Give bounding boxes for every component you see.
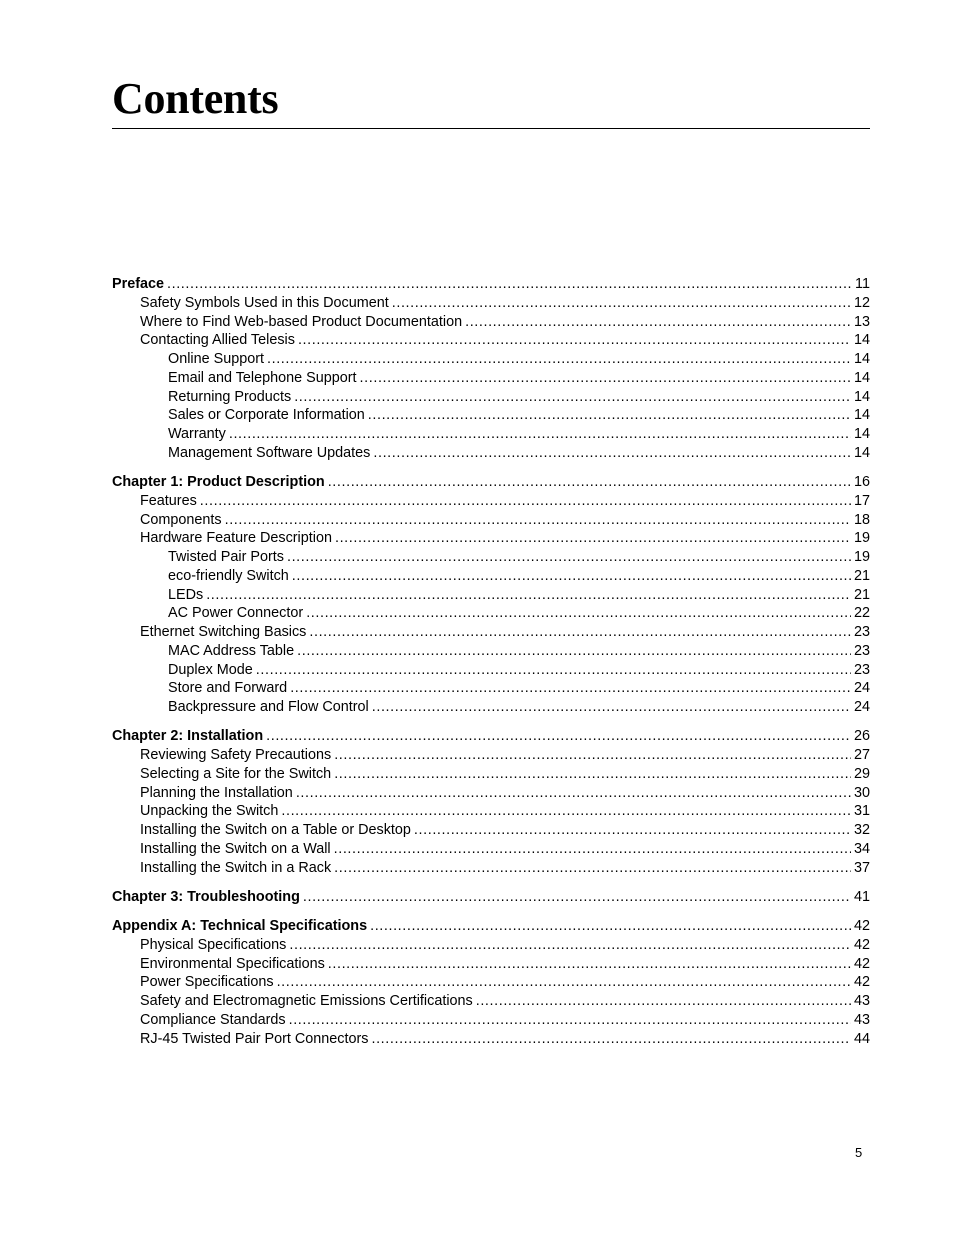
toc-entry-title: Features [140, 492, 197, 509]
dot-leader [360, 369, 851, 388]
toc-entry-title: Unpacking the Switch [140, 803, 279, 820]
toc-entry[interactable] [112, 586, 870, 605]
toc-page-number: 27 [853, 747, 870, 763]
toc-entry-title: Physical Specifications [140, 936, 287, 953]
dot-leader [289, 936, 851, 955]
dot-leader [289, 1011, 851, 1030]
toc-entry-title: Safety and Electromagnetic Emissions Certifications [140, 993, 473, 1009]
toc-page-number: 12 [853, 294, 870, 311]
title-divider [112, 128, 870, 129]
toc-entry-title: Ethernet Switching Basics [140, 624, 307, 640]
toc-entry-title: Management Software Updates [168, 444, 371, 461]
dot-leader [256, 661, 851, 680]
toc-entry-title: Contacting Allied Telesis [140, 332, 295, 349]
toc-entry[interactable] [112, 492, 870, 511]
page-title: Contents [112, 74, 279, 123]
toc-entry[interactable] [112, 1030, 870, 1049]
toc-entry-title: Twisted Pair Ports [168, 549, 284, 565]
toc-entry-title: Installing the Switch on a Wall [140, 840, 331, 857]
toc-entry[interactable] [112, 567, 870, 586]
dot-leader [294, 388, 851, 407]
toc-entry-title: Selecting a Site for the Switch [140, 765, 332, 782]
toc-entry[interactable] [112, 859, 870, 878]
toc-entry[interactable] [112, 1011, 870, 1030]
dot-leader [371, 1030, 851, 1049]
toc-page-number: 44 [853, 1030, 870, 1047]
toc-page-number: 19 [853, 530, 870, 547]
dot-leader [167, 275, 852, 294]
toc-entry[interactable] [112, 840, 870, 859]
dot-leader [290, 679, 851, 698]
toc-entry-title: Safety Symbols Used in this Document [140, 294, 389, 311]
toc-entry-title: Sales or Corporate Information [168, 407, 365, 424]
toc-page-number: 32 [853, 822, 870, 838]
toc-entry[interactable] [112, 973, 870, 992]
toc-entry-title: Installing the Switch on a Table or Desktop [140, 822, 411, 838]
toc-entry[interactable] [112, 765, 870, 784]
toc-page-number: 14 [853, 369, 870, 386]
toc-entry-title: Components [140, 511, 222, 528]
toc-page-number: 18 [853, 511, 870, 528]
dot-leader [414, 821, 851, 840]
dot-leader [372, 698, 851, 717]
dot-leader [476, 992, 851, 1011]
toc-entry[interactable] [112, 444, 870, 463]
toc-page-number: 13 [853, 313, 870, 330]
toc-entry-title: Online Support [168, 351, 264, 367]
dot-leader [328, 473, 851, 492]
toc-entry[interactable] [112, 623, 870, 642]
toc-page-number: 23 [853, 624, 870, 640]
dot-leader [281, 802, 851, 821]
dot-leader [303, 888, 851, 907]
toc-page-number: 21 [853, 567, 870, 584]
toc-page-number: 23 [853, 661, 870, 678]
toc-entry-title: Store and Forward [168, 680, 288, 697]
toc-entry-title: Duplex Mode [168, 661, 253, 678]
toc-page-number: 17 [853, 492, 870, 509]
dot-leader [206, 586, 851, 605]
toc-chapter-entry[interactable] [112, 275, 870, 294]
toc-entry[interactable] [112, 746, 870, 765]
dot-leader [292, 567, 851, 586]
toc-entry[interactable] [112, 784, 870, 803]
toc-entry-title: Compliance Standards [140, 1011, 286, 1028]
page-number: 5 [855, 1145, 863, 1160]
toc-page-number: 14 [853, 388, 870, 405]
toc-page-number: 24 [853, 680, 870, 697]
toc-entry[interactable] [112, 604, 870, 623]
toc-page-number: 14 [853, 332, 870, 349]
toc-page-number: 42 [853, 936, 870, 953]
toc-page-number: 21 [853, 586, 870, 603]
toc-entry-title: Email and Telephone Support [168, 369, 357, 386]
toc-page-number: 22 [853, 605, 870, 622]
toc-entry[interactable] [112, 548, 870, 567]
dot-leader [373, 444, 851, 463]
toc-entry-title: AC Power Connector [168, 605, 304, 622]
dot-leader [465, 313, 851, 332]
toc-page-number: 43 [853, 993, 870, 1009]
toc-entry[interactable] [112, 955, 870, 974]
toc-entry[interactable] [112, 350, 870, 369]
toc-page-number: 26 [853, 728, 870, 745]
dot-leader [306, 604, 851, 623]
toc-entry[interactable] [112, 331, 870, 350]
dot-leader [334, 746, 851, 765]
toc-entry[interactable] [112, 313, 870, 332]
dot-leader [334, 840, 851, 859]
toc-entry-title: Power Specifications [140, 974, 274, 991]
toc-entry[interactable] [112, 388, 870, 407]
toc-chapter-entry[interactable] [112, 727, 870, 746]
toc-page-number: 34 [853, 840, 870, 857]
dot-leader [334, 765, 851, 784]
toc-page-number: 29 [853, 765, 870, 782]
toc-page-number: 16 [853, 474, 870, 490]
dot-leader [296, 784, 851, 803]
toc-entry-title: Appendix A: Technical Specifications [112, 918, 368, 934]
toc-entry[interactable] [112, 679, 870, 698]
dot-leader [370, 917, 851, 936]
toc-entry-title: Warranty [168, 426, 226, 442]
toc-entry[interactable] [112, 369, 870, 388]
dot-leader [309, 623, 851, 642]
dot-leader [328, 955, 851, 974]
toc-entry[interactable] [112, 642, 870, 661]
toc-page-number: 23 [853, 642, 870, 659]
toc-entry[interactable] [112, 511, 870, 530]
toc-entry[interactable] [112, 936, 870, 955]
dot-leader [287, 548, 851, 567]
dot-leader [335, 529, 851, 548]
toc-page-number: 14 [853, 351, 870, 367]
table-of-contents [112, 275, 870, 1048]
toc-entry-title: Planning the Installation [140, 784, 293, 801]
dot-leader [225, 511, 851, 530]
toc-entry[interactable] [112, 425, 870, 444]
toc-chapter-entry[interactable] [112, 473, 870, 492]
dot-leader [297, 642, 851, 661]
toc-entry-title: Environmental Specifications [140, 955, 325, 972]
dot-leader [392, 294, 851, 313]
dot-leader [200, 492, 851, 511]
toc-page-number: 42 [853, 955, 870, 972]
toc-page-number: 19 [853, 549, 870, 565]
dot-leader [266, 727, 851, 746]
toc-entry-title: Chapter 2: Installation [112, 728, 264, 745]
toc-entry-title: Backpressure and Flow Control [168, 699, 369, 715]
toc-page-number: 37 [853, 859, 870, 876]
dot-leader [277, 973, 851, 992]
toc-page-number: 42 [853, 974, 870, 991]
toc-entry-title: RJ-45 Twisted Pair Port Connectors [140, 1030, 369, 1047]
toc-entry[interactable] [112, 406, 870, 425]
toc-entry[interactable] [112, 529, 870, 548]
toc-page-number: 30 [853, 784, 870, 801]
toc-entry[interactable] [112, 661, 870, 680]
toc-page-number: 42 [853, 918, 870, 934]
toc-entry[interactable] [112, 802, 870, 821]
toc-entry-title: Returning Products [168, 388, 292, 405]
toc-chapter-entry[interactable] [112, 917, 870, 936]
toc-page-number: 41 [853, 888, 870, 905]
toc-entry-title: Hardware Feature Description [140, 530, 332, 547]
dot-leader [229, 425, 851, 444]
toc-entry-title: Preface [112, 276, 165, 292]
toc-entry-title: MAC Address Table [168, 642, 295, 659]
toc-entry-title: Reviewing Safety Precautions [140, 747, 332, 763]
dot-leader [298, 331, 851, 350]
toc-entry[interactable] [112, 698, 870, 717]
toc-entry[interactable] [112, 992, 870, 1011]
toc-entry-title: Chapter 1: Product Description [112, 474, 325, 490]
toc-entry-title: eco-friendly Switch [168, 567, 289, 584]
toc-chapter-entry[interactable] [112, 888, 870, 907]
toc-page-number: 31 [853, 803, 870, 820]
toc-page-number: 14 [853, 407, 870, 424]
toc-page-number: 43 [853, 1011, 870, 1028]
toc-page-number: 14 [853, 444, 870, 461]
toc-entry-title: Chapter 3: Troubleshooting [112, 888, 300, 905]
dot-leader [368, 406, 851, 425]
toc-entry-title: Where to Find Web-based Product Documentation [140, 313, 463, 330]
toc-page-number: 11 [855, 276, 870, 292]
dot-leader [267, 350, 851, 369]
toc-entry[interactable] [112, 821, 870, 840]
toc-page-number: 24 [853, 699, 870, 715]
toc-entry-title: LEDs [168, 586, 204, 603]
toc-entry[interactable] [112, 294, 870, 313]
dot-leader [334, 859, 851, 878]
toc-entry-title: Installing the Switch in a Rack [140, 859, 332, 876]
toc-page-number: 14 [853, 426, 870, 442]
